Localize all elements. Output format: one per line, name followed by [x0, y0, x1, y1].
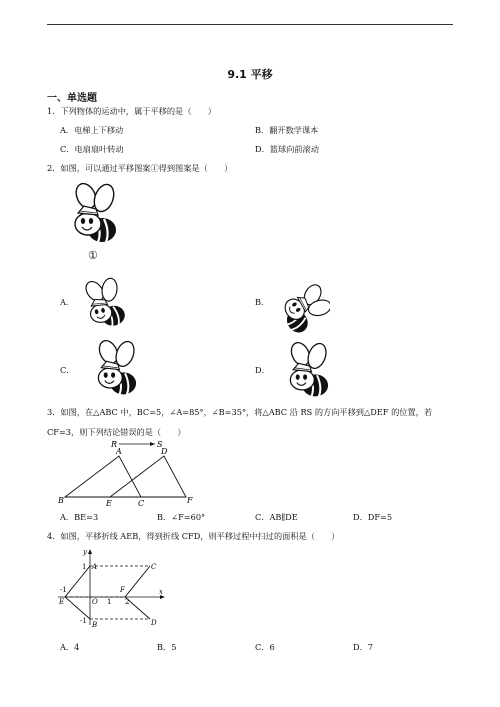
q4-option-d[interactable]: D．7 [353, 642, 373, 652]
q3-stem-line2: CF=3，则下列结论错误的是（ ） [47, 427, 186, 437]
q3-option-b[interactable]: B．∠F=60° [157, 512, 206, 522]
label-b: B [92, 621, 98, 629]
q2-option-a[interactable]: A． [60, 297, 75, 307]
q4-coordinate-figure [55, 545, 175, 630]
q3-stem-line1: 3．如图，在△ABC 中，BC=5，∠A=85°，∠B=35°，将△ABC 沿 RS 的方向平移到△DEF 的位置，若 [47, 407, 433, 417]
tick-y-1: 1 [82, 563, 87, 571]
q4-option-b[interactable]: B．5 [157, 642, 177, 652]
bee-icon[interactable] [74, 277, 134, 337]
tick-x-1: 1 [107, 598, 112, 606]
label-b: B [58, 496, 64, 505]
q3-triangle-figure [55, 437, 205, 507]
bee-icon [60, 182, 130, 252]
q4-option-a[interactable]: A．4 [60, 642, 80, 652]
label-d: D [161, 447, 168, 456]
top-rule [47, 24, 453, 25]
section-heading: 一、单选题 [47, 93, 97, 104]
label-r: R [111, 440, 118, 449]
q1-stem: 1．下列物体的运动中，属于平移的是（ ） [47, 106, 216, 116]
q2-figure-label: ① [88, 249, 98, 262]
page-title: 9.1 平移 [227, 68, 273, 81]
label-a: A [92, 563, 98, 571]
label-c: C [138, 499, 145, 507]
label-e: E [106, 499, 112, 507]
q2-option-d[interactable]: D． [255, 365, 270, 375]
q4-option-c[interactable]: C．6 [255, 642, 275, 652]
label-o: O [92, 598, 98, 606]
q1-option-d[interactable]: D．篮球向前滚动 [255, 144, 319, 154]
label-f: F [187, 496, 193, 505]
q1-option-b[interactable]: B．翻开数学课本 [255, 125, 319, 135]
q2-option-c[interactable]: C． [60, 365, 75, 375]
q1-option-c[interactable]: C．电扇扇叶转动 [60, 144, 124, 154]
label-e: E [59, 598, 65, 606]
tick-x-neg1: -1 [60, 586, 67, 594]
label-s: S [157, 440, 163, 449]
bee-icon[interactable] [76, 338, 148, 400]
q2-option-b[interactable]: B． [255, 297, 270, 307]
axis-y-label: y [83, 548, 87, 556]
tick-x-2: 2 [125, 598, 130, 606]
bee-icon[interactable] [272, 338, 344, 408]
label-f: F [120, 586, 125, 594]
label-a: A [116, 447, 122, 456]
bee-icon[interactable] [270, 277, 330, 337]
q3-option-c[interactable]: C．AB∥DE [255, 512, 298, 522]
label-d: D [151, 619, 157, 627]
axis-x-label: x [159, 588, 163, 596]
q2-stem: 2．如图，可以通过平移图案①得到图案是（ ） [47, 163, 233, 173]
q1-option-a[interactable]: A．电梯上下移动 [60, 125, 124, 135]
q3-option-a[interactable]: A．BE=3 [60, 512, 99, 522]
tick-y-neg1: -1 [80, 617, 87, 625]
label-c: C [151, 563, 157, 571]
q3-option-d[interactable]: D．DF=5 [353, 512, 393, 522]
q4-stem: 4．如图，平移折线 AEB，得到折线 CFD，则平移过程中扫过的面积是（ ） [47, 531, 340, 541]
